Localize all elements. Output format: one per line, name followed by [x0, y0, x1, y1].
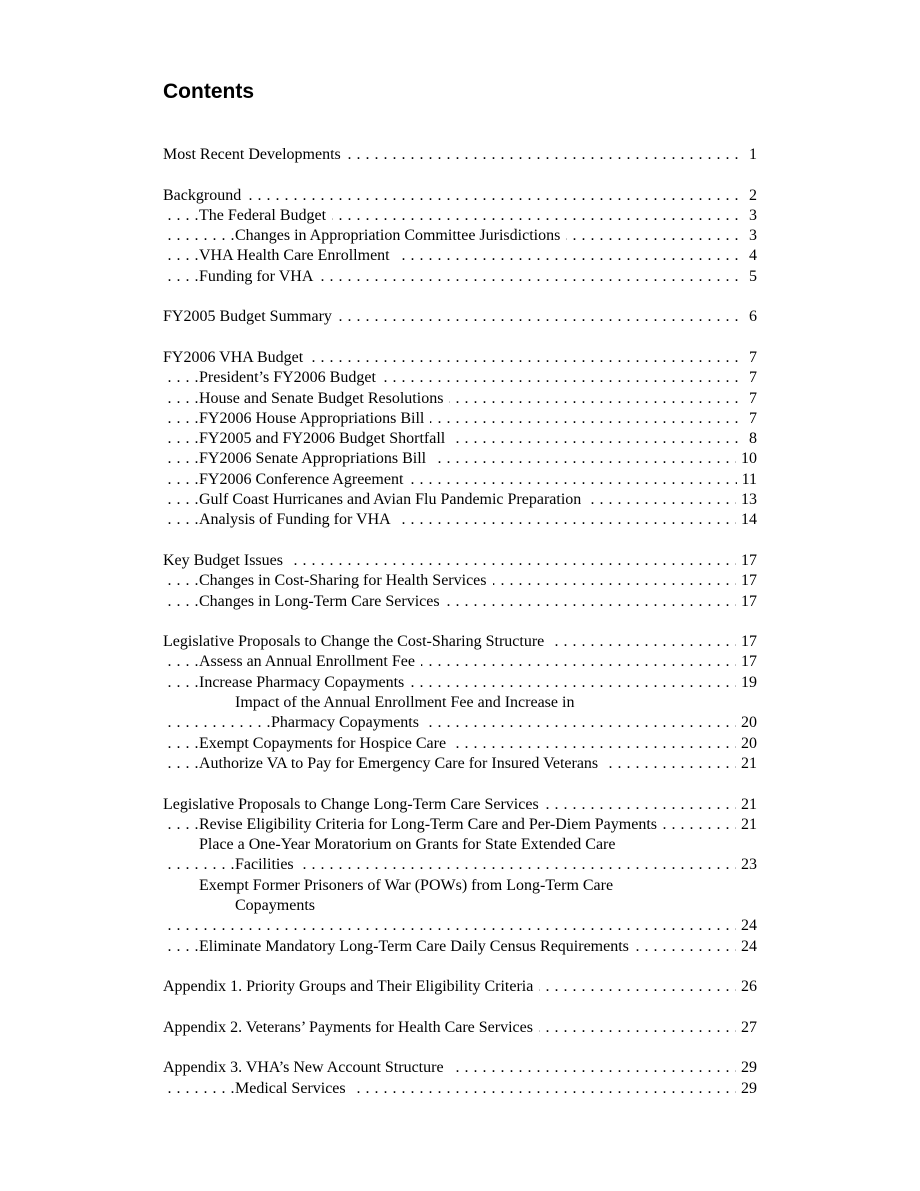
toc-entry-page-number: 17	[736, 571, 757, 591]
toc-entry-label: Gulf Coast Hurricanes and Avian Flu Pandemic Preparation	[199, 491, 587, 508]
toc-entry[interactable]	[163, 693, 757, 713]
toc-entry-label: Exempt Former Prisoners of War (POWs) from Long-Term Care	[199, 877, 619, 894]
toc-entry-page-number: 10	[736, 449, 757, 469]
toc-entry[interactable]	[163, 734, 757, 754]
toc-entry-page-number: 4	[744, 246, 757, 266]
toc-entry-label: FY2006 House Appropriations Bill	[199, 410, 430, 427]
toc-entry[interactable]	[163, 409, 757, 429]
toc-entry-page-number: 21	[736, 815, 757, 835]
toc-entry-label: FY2005 Budget Summary	[163, 308, 338, 325]
toc-entry-label: Facilities	[235, 856, 300, 873]
toc-entry[interactable]	[163, 632, 757, 652]
toc-entry-label: Exempt Copayments for Hospice Care	[199, 735, 452, 752]
toc-entry-page-number: 21	[736, 754, 757, 774]
toc-entry[interactable]	[163, 186, 757, 206]
toc-entry-label: Changes in Appropriation Committee Jurisdictions	[235, 227, 566, 244]
toc-entry-page-number: 3	[744, 206, 757, 226]
toc-entry[interactable]	[163, 916, 757, 936]
toc-entry-page-number: 17	[736, 652, 757, 672]
toc-entry-page-number: 6	[744, 307, 757, 327]
toc-entry[interactable]	[163, 226, 757, 246]
toc-entry[interactable]	[163, 835, 757, 855]
toc-entry-label: Legislative Proposals to Change the Cost-Sharing Structure	[163, 633, 550, 650]
toc-entry[interactable]	[163, 713, 757, 733]
toc-entry[interactable]	[163, 673, 757, 693]
toc-entry-label: The Federal Budget	[199, 207, 332, 224]
toc-entry-page-number: 3	[744, 226, 757, 246]
toc-entry[interactable]	[163, 368, 757, 388]
toc-entry-page-number: 23	[736, 855, 757, 875]
toc-entry[interactable]	[163, 754, 757, 774]
toc-entry-page-number: 20	[736, 734, 757, 754]
toc-entry-page-number: 7	[744, 409, 757, 429]
toc-entry-label: Appendix 1. Priority Groups and Their Eligibility Criteria	[163, 978, 539, 995]
toc-entry-label: Authorize VA to Pay for Emergency Care for Insured Veterans	[199, 755, 604, 772]
toc-entry-label: Legislative Proposals to Change Long-Term Care Services	[163, 796, 545, 813]
toc-entry-label: VHA Health Care Enrollment	[199, 247, 396, 264]
toc-entry-page-number: 1	[744, 145, 757, 165]
toc-entry-label: Revise Eligibility Criteria for Long-Term Care and Per-Diem Payments	[199, 816, 663, 833]
toc-entry-label: Medical Services	[235, 1080, 352, 1097]
toc-entry-page-number: 5	[744, 267, 757, 287]
toc-entry-page-number: 7	[744, 389, 757, 409]
toc-entry-page-number: 13	[736, 490, 757, 510]
toc-entry-label: FY2006 Senate Appropriations Bill	[199, 450, 432, 467]
toc-entry-label: Appendix 2. Veterans’ Payments for Health Care Services	[163, 1019, 539, 1036]
toc-entry-page-number: 7	[744, 368, 757, 388]
toc-entry[interactable]	[163, 389, 757, 409]
toc-entry-label: FY2006 Conference Agreement	[199, 471, 409, 488]
toc-entry[interactable]	[163, 246, 757, 266]
toc-entry-label: FY2006 VHA Budget	[163, 349, 309, 366]
toc-entry[interactable]	[163, 1018, 757, 1038]
toc-entry[interactable]	[163, 571, 757, 591]
toc-entry-label: Changes in Long-Term Care Services	[199, 593, 446, 610]
toc-entry[interactable]	[163, 876, 757, 896]
toc-entry[interactable]	[163, 348, 757, 368]
toc-entry[interactable]	[163, 652, 757, 672]
toc-entry[interactable]	[163, 449, 757, 469]
toc-entry[interactable]	[163, 937, 757, 957]
toc-entry-label: Increase Pharmacy Copayments	[199, 674, 410, 691]
toc-entry-page-number: . . . 24	[736, 916, 757, 936]
toc-entry-label: Changes in Cost-Sharing for Health Services	[199, 572, 493, 589]
toc-entry[interactable]	[163, 896, 757, 916]
toc-entry-page-number: 14	[736, 510, 757, 530]
toc-entry[interactable]	[163, 551, 757, 571]
toc-entry[interactable]	[163, 795, 757, 815]
toc-entry-label: Funding for VHA	[199, 268, 319, 285]
toc-entry-page-number: 29	[736, 1079, 757, 1099]
table-of-contents	[163, 145, 757, 1099]
toc-entry-label: Background	[163, 187, 247, 204]
toc-entry[interactable]	[163, 267, 757, 287]
toc-entry-page-number: 8	[744, 429, 757, 449]
toc-entry[interactable]	[163, 145, 757, 165]
toc-entry-label: House and Senate Budget Resolutions	[199, 390, 449, 407]
toc-entry[interactable]	[163, 470, 757, 490]
toc-entry-page-number: 17	[736, 551, 757, 571]
toc-entry-page-number: 27	[736, 1018, 757, 1038]
toc-entry-page-number: 7	[744, 348, 757, 368]
toc-entry-page-number: 17	[736, 592, 757, 612]
toc-entry[interactable]	[163, 977, 757, 997]
toc-entry-label: Assess an Annual Enrollment Fee	[199, 653, 421, 670]
toc-entry-page-number: 17	[736, 632, 757, 652]
toc-entry-page-number: 21	[736, 795, 757, 815]
toc-entry-page-number: 19	[736, 673, 757, 693]
toc-entry[interactable]	[163, 1058, 757, 1078]
toc-entry-label: Place a One-Year Moratorium on Grants for State Extended Care	[199, 836, 621, 853]
toc-entry[interactable]	[163, 429, 757, 449]
toc-entry-label: Analysis of Funding for VHA	[199, 511, 397, 528]
toc-entry[interactable]	[163, 510, 757, 530]
toc-entry-page-number: 29	[736, 1058, 757, 1078]
toc-entry-page-number: 2	[744, 186, 757, 206]
toc-entry[interactable]	[163, 855, 757, 875]
toc-entry-page-number: 24	[736, 937, 757, 957]
toc-entry-label: President’s FY2006 Budget	[199, 369, 382, 386]
toc-entry[interactable]	[163, 1079, 757, 1099]
toc-entry-page-number: 20	[736, 713, 757, 733]
page-title: Contents	[163, 80, 254, 103]
toc-entry[interactable]	[163, 307, 757, 327]
toc-entry-label: Most Recent Developments	[163, 146, 347, 163]
toc-entry-label: Pharmacy Copayments	[271, 714, 425, 731]
toc-entry-label: Key Budget Issues	[163, 552, 289, 569]
toc-entry[interactable]	[163, 206, 757, 226]
toc-entry-label: Eliminate Mandatory Long-Term Care Daily Census Requirements	[199, 938, 635, 955]
toc-entry[interactable]	[163, 490, 757, 510]
toc-entry-label: FY2005 and FY2006 Budget Shortfall	[199, 430, 451, 447]
toc-entry-page-number: 11	[737, 470, 757, 490]
toc-entry-label: Copayments	[235, 897, 321, 914]
toc-entry[interactable]	[163, 815, 757, 835]
toc-entry-label: Appendix 3. VHA’s New Account Structure	[163, 1059, 450, 1076]
toc-entry-page-number: 26	[736, 977, 757, 997]
toc-entry[interactable]	[163, 592, 757, 612]
toc-entry-label: Impact of the Annual Enrollment Fee and Increase in	[235, 694, 580, 711]
